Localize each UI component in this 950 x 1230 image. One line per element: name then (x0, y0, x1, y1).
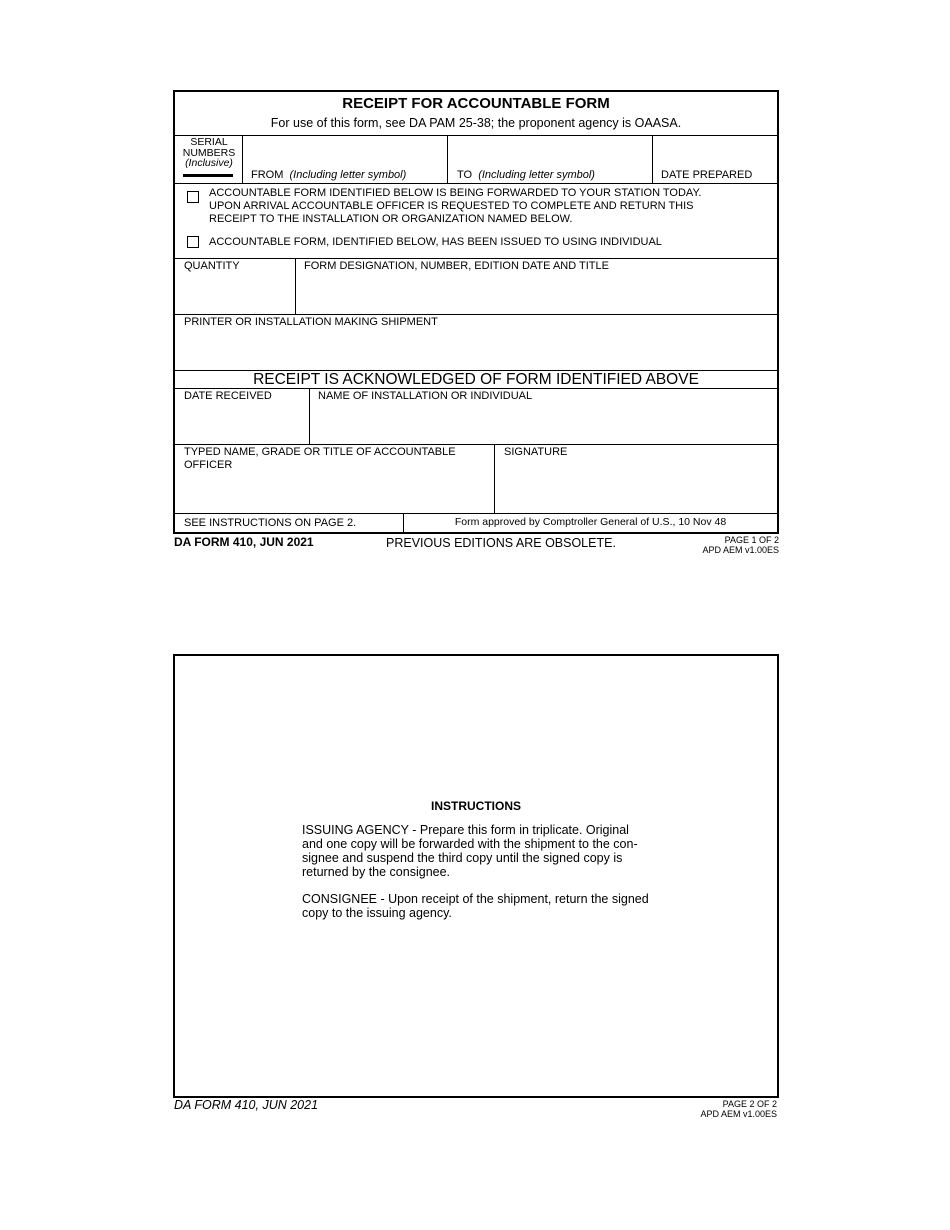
form-designation-label: FORM DESIGNATION, NUMBER, EDITION DATE AND TITLE (304, 260, 609, 272)
page-number-2: PAGE 2 OF 2 (722, 1099, 777, 1109)
issued-text: ACCOUNTABLE FORM, IDENTIFIED BELOW, HAS BEEN ISSUED TO USING INDIVIDUAL (209, 236, 662, 248)
issuing-line2: and one copy will be forwarded with the shipment to the con- (302, 837, 638, 851)
name-installation-label: NAME OF INSTALLATION OR INDIVIDUAL (318, 390, 533, 402)
forwarded-line1: ACCOUNTABLE FORM IDENTIFIED BELOW IS BEING FORWARDED TO YOUR STATION TODAY. (209, 187, 702, 199)
typed-name-label (184, 446, 456, 472)
version-label-2: APD AEM v1.00ES (700, 1109, 777, 1119)
issuing-line1: ISSUING AGENCY - Prepare this form in triplicate. Original (302, 823, 629, 837)
consignee-line1: CONSIGNEE - Upon receipt of the shipment, return the signed (302, 892, 649, 906)
obsolete-notice: PREVIOUS EDITIONS ARE OBSOLETE. (386, 536, 616, 550)
form-id: DA FORM 410, JUN 2021 (174, 535, 314, 549)
serial-line2: NUMBERS (182, 146, 236, 159)
from-label-text: FROM (251, 169, 284, 181)
page2-footer-info (700, 1099, 777, 1119)
receipt-form-page2 (173, 654, 779, 1098)
version-label: APD AEM v1.00ES (702, 545, 779, 555)
serial-line1: SERIAL (190, 136, 228, 148)
quantity-label: QUANTITY (184, 260, 240, 272)
instructions-title: INSTRUCTIONS (431, 799, 521, 813)
receipt-header: RECEIPT IS ACKNOWLEDGED OF FORM IDENTIFIED ABOVE (253, 371, 699, 388)
form-subtitle: For use of this form, see DA PAM 25-38; the proponent agency is OAASA. (270, 116, 682, 130)
forwarded-line2: UPON ARRIVAL ACCOUNTABLE OFFICER IS REQUESTED TO COMPLETE AND RETURN THIS (209, 200, 694, 212)
forwarded-checkbox[interactable] (187, 191, 199, 203)
consignee-paragraph (302, 892, 662, 920)
serial-line3: (Inclusive) (185, 157, 233, 169)
to-label-text: TO (457, 169, 473, 181)
typed-name-line1: TYPED NAME, GRADE OR TITLE OF ACCOUNTABLE (184, 446, 456, 458)
signature-label: SIGNATURE (504, 446, 568, 458)
serial-rule (183, 174, 233, 177)
forwarded-text (209, 187, 701, 226)
issued-checkbox[interactable] (187, 236, 199, 248)
divider (175, 513, 777, 514)
date-received-label: DATE RECEIVED (184, 390, 272, 402)
to-hint: (Including letter symbol) (478, 169, 595, 181)
approved-text: Form approved by Comptroller General of U.S., 10 Nov 48 (454, 516, 727, 528)
issuing-line4: returned by the consignee. (302, 865, 451, 879)
page-number: PAGE 1 OF 2 (724, 535, 779, 545)
serial-numbers-label (179, 137, 239, 169)
divider (175, 183, 777, 184)
form-title: RECEIPT FOR ACCOUNTABLE FORM (342, 95, 610, 112)
issuing-agency-paragraph (302, 823, 662, 879)
form-id-page2: DA FORM 410, JUN 2021 (174, 1098, 319, 1112)
to-label (457, 169, 595, 182)
typed-name-line2: OFFICER (184, 459, 233, 471)
issuing-line3: signee and suspend the third copy until the signed copy is (302, 851, 623, 865)
date-prepared-label: DATE PREPARED (661, 169, 753, 181)
consignee-line2: copy to the issuing agency. (302, 906, 452, 920)
from-hint: (Including letter symbol) (289, 169, 407, 181)
page1-footer-info (702, 535, 779, 555)
receipt-form-page1 (173, 90, 779, 534)
see-instructions-text: SEE INSTRUCTIONS ON PAGE 2. (184, 517, 357, 529)
printer-label: PRINTER OR INSTALLATION MAKING SHIPMENT (184, 316, 438, 328)
from-label (251, 169, 406, 182)
forwarded-line3: RECEIPT TO THE INSTALLATION OR ORGANIZATION NAMED BELOW. (209, 213, 573, 225)
